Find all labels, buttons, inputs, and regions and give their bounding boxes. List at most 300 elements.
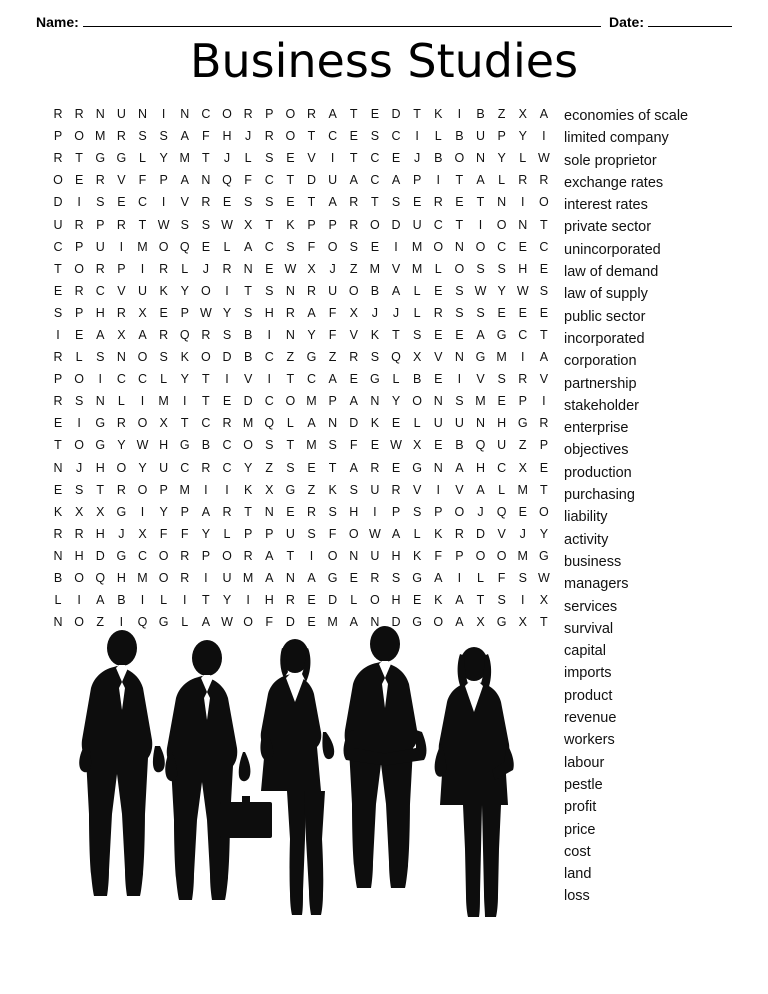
grid-cell[interactable]: J: [202, 261, 209, 276]
grid-cell[interactable]: H: [475, 460, 486, 475]
grid-cell[interactable]: G: [95, 438, 106, 453]
grid-cell[interactable]: S: [243, 305, 253, 320]
grid-cell[interactable]: P: [497, 129, 506, 144]
grid-cell[interactable]: N: [53, 615, 63, 630]
grid-cell[interactable]: V: [412, 482, 422, 497]
grid-cell[interactable]: W: [516, 283, 529, 298]
grid-cell[interactable]: J: [519, 526, 526, 541]
grid-cell[interactable]: U: [95, 239, 105, 254]
grid-cell[interactable]: A: [180, 129, 189, 144]
grid-cell[interactable]: N: [475, 416, 486, 431]
grid-cell[interactable]: N: [454, 239, 464, 254]
grid-cell[interactable]: L: [477, 571, 484, 586]
grid-cell[interactable]: W: [136, 438, 149, 453]
grid-cell[interactable]: V: [539, 372, 549, 387]
grid-cell[interactable]: H: [74, 548, 84, 563]
grid-cell[interactable]: O: [348, 526, 359, 541]
grid-cell[interactable]: M: [242, 571, 254, 586]
grid-cell[interactable]: H: [349, 504, 359, 519]
grid-cell[interactable]: M: [137, 239, 148, 254]
grid-cell[interactable]: A: [243, 239, 253, 254]
grid-cell[interactable]: M: [327, 615, 338, 630]
grid-cell[interactable]: I: [478, 217, 483, 232]
grid-cell[interactable]: S: [328, 438, 337, 453]
grid-cell[interactable]: A: [265, 548, 274, 563]
grid-cell[interactable]: Z: [96, 615, 105, 630]
grid-cell[interactable]: C: [180, 460, 190, 475]
grid-cell[interactable]: H: [391, 548, 401, 563]
grid-cell[interactable]: B: [434, 151, 443, 166]
grid-cell[interactable]: T: [371, 195, 379, 210]
grid-cell[interactable]: O: [433, 615, 444, 630]
grid-cell[interactable]: I: [457, 107, 462, 122]
grid-cell[interactable]: N: [243, 261, 253, 276]
grid-cell[interactable]: T: [476, 195, 485, 210]
grid-cell[interactable]: P: [328, 394, 337, 409]
grid-cell[interactable]: O: [74, 571, 84, 586]
grid-cell[interactable]: J: [245, 129, 252, 144]
grid-cell[interactable]: G: [95, 416, 106, 431]
word-list-item[interactable]: purchasing: [564, 487, 635, 504]
grid-cell[interactable]: O: [137, 482, 148, 497]
grid-cell[interactable]: F: [138, 173, 147, 188]
grid-cell[interactable]: X: [412, 350, 422, 365]
grid-cell[interactable]: T: [75, 151, 83, 166]
grid-cell[interactable]: C: [116, 372, 126, 387]
grid-cell[interactable]: T: [307, 195, 316, 210]
grid-cell[interactable]: T: [540, 615, 548, 630]
grid-cell[interactable]: L: [75, 350, 83, 365]
grid-cell[interactable]: F: [328, 305, 337, 320]
grid-cell[interactable]: O: [285, 107, 296, 122]
word-list-item[interactable]: price: [564, 821, 596, 838]
grid-cell[interactable]: G: [517, 416, 528, 431]
grid-cell[interactable]: T: [54, 438, 62, 453]
grid-cell[interactable]: K: [53, 504, 63, 519]
grid-cell[interactable]: S: [476, 305, 485, 320]
grid-cell[interactable]: R: [116, 217, 126, 232]
grid-cell[interactable]: T: [286, 372, 295, 387]
grid-cell[interactable]: N: [433, 394, 443, 409]
grid-cell[interactable]: Q: [264, 416, 275, 431]
grid-cell[interactable]: M: [411, 261, 423, 276]
grid-cell[interactable]: S: [455, 394, 464, 409]
grid-cell[interactable]: P: [265, 526, 274, 541]
grid-cell[interactable]: X: [138, 305, 147, 320]
grid-cell[interactable]: S: [370, 350, 380, 365]
grid-cell[interactable]: V: [180, 195, 189, 210]
grid-cell[interactable]: A: [201, 615, 211, 630]
grid-cell[interactable]: Q: [95, 571, 106, 586]
grid-cell[interactable]: T: [540, 482, 548, 497]
grid-cell[interactable]: T: [328, 460, 337, 475]
grid-cell[interactable]: M: [95, 129, 106, 144]
grid-cell[interactable]: E: [434, 372, 443, 387]
grid-cell[interactable]: H: [95, 526, 105, 541]
grid-cell[interactable]: X: [117, 327, 126, 342]
grid-cell[interactable]: E: [455, 327, 464, 342]
grid-cell[interactable]: L: [413, 283, 421, 298]
word-list-item[interactable]: partnership: [564, 375, 637, 392]
grid-cell[interactable]: N: [433, 460, 443, 475]
grid-cell[interactable]: S: [518, 571, 527, 586]
grid-cell[interactable]: R: [74, 107, 84, 122]
grid-cell[interactable]: E: [539, 305, 549, 320]
grid-cell[interactable]: R: [201, 195, 211, 210]
grid-cell[interactable]: Z: [349, 261, 358, 276]
grid-cell[interactable]: C: [306, 372, 317, 387]
grid-cell[interactable]: U: [222, 571, 232, 586]
grid-cell[interactable]: U: [475, 129, 486, 144]
grid-cell[interactable]: I: [521, 195, 525, 210]
grid-cell[interactable]: O: [243, 438, 253, 453]
grid-cell[interactable]: V: [497, 526, 506, 541]
grid-cell[interactable]: R: [370, 460, 380, 475]
grid-cell[interactable]: U: [454, 416, 464, 431]
grid-cell[interactable]: S: [138, 129, 147, 144]
grid-cell[interactable]: O: [412, 394, 422, 409]
grid-cell[interactable]: F: [180, 526, 189, 541]
grid-cell[interactable]: C: [137, 372, 148, 387]
grid-cell[interactable]: O: [158, 239, 169, 254]
grid-cell[interactable]: Z: [497, 107, 506, 122]
grid-cell[interactable]: D: [95, 548, 105, 563]
grid-cell[interactable]: G: [496, 615, 507, 630]
grid-cell[interactable]: N: [349, 548, 359, 563]
word-list-item[interactable]: land: [564, 866, 592, 883]
grid-cell[interactable]: Y: [497, 151, 506, 166]
grid-cell[interactable]: O: [285, 129, 296, 144]
grid-cell[interactable]: Z: [518, 438, 527, 453]
grid-cell[interactable]: B: [201, 438, 211, 453]
grid-cell[interactable]: T: [392, 327, 400, 342]
grid-cell[interactable]: L: [223, 526, 231, 541]
grid-cell[interactable]: E: [286, 504, 295, 519]
grid-cell[interactable]: P: [434, 504, 443, 519]
grid-cell[interactable]: S: [349, 482, 358, 497]
grid-cell[interactable]: I: [457, 571, 462, 586]
grid-cell[interactable]: Y: [518, 129, 527, 144]
grid-cell[interactable]: C: [53, 239, 63, 254]
grid-cell[interactable]: R: [349, 217, 359, 232]
grid-cell[interactable]: T: [265, 217, 274, 232]
grid-cell[interactable]: O: [158, 548, 169, 563]
grid-cell[interactable]: C: [370, 173, 380, 188]
grid-cell[interactable]: E: [497, 305, 506, 320]
grid-cell[interactable]: U: [370, 482, 380, 497]
grid-cell[interactable]: N: [180, 107, 190, 122]
grid-cell[interactable]: O: [243, 615, 253, 630]
word-list-item[interactable]: economies of scale: [564, 108, 689, 124]
grid-cell[interactable]: I: [140, 504, 145, 519]
grid-cell[interactable]: R: [306, 107, 317, 122]
grid-cell[interactable]: I: [98, 372, 102, 387]
grid-cell[interactable]: R: [433, 305, 443, 320]
word-list-item[interactable]: pestle: [564, 776, 603, 793]
grid-cell[interactable]: P: [74, 239, 84, 254]
grid-cell[interactable]: P: [412, 173, 422, 188]
grid-cell[interactable]: S: [74, 482, 84, 497]
grid-cell[interactable]: I: [225, 482, 229, 497]
grid-cell[interactable]: F: [159, 526, 168, 541]
grid-cell[interactable]: Z: [328, 350, 337, 365]
grid-cell[interactable]: T: [202, 372, 210, 387]
grid-cell[interactable]: M: [496, 350, 507, 365]
grid-cell[interactable]: W: [474, 283, 487, 298]
grid-cell[interactable]: A: [455, 593, 464, 608]
grid-cell[interactable]: W: [221, 615, 233, 630]
word-list-item[interactable]: profit: [564, 799, 597, 816]
word-list-item[interactable]: survival: [564, 620, 614, 637]
grid-cell[interactable]: I: [183, 394, 187, 409]
word-list-item[interactable]: cost: [564, 843, 591, 860]
grid-cell[interactable]: I: [225, 372, 229, 387]
grid-cell[interactable]: X: [138, 526, 147, 541]
grid-cell[interactable]: L: [244, 151, 252, 166]
grid-cell[interactable]: P: [539, 438, 549, 453]
grid-cell[interactable]: Q: [137, 615, 148, 630]
grid-cell[interactable]: U: [328, 173, 338, 188]
grid-cell[interactable]: H: [391, 593, 401, 608]
grid-cell[interactable]: Q: [179, 327, 190, 342]
grid-cell[interactable]: O: [201, 283, 211, 298]
grid-cell[interactable]: L: [117, 394, 125, 409]
word-list-item[interactable]: limited company: [564, 130, 669, 147]
grid-cell[interactable]: X: [518, 107, 527, 122]
grid-cell[interactable]: A: [455, 460, 464, 475]
grid-cell[interactable]: O: [370, 593, 380, 608]
grid-cell[interactable]: F: [202, 129, 210, 144]
grid-cell[interactable]: T: [138, 217, 147, 232]
grid-cell[interactable]: I: [415, 129, 419, 144]
word-list-item[interactable]: capital: [564, 643, 606, 660]
grid-cell[interactable]: J: [76, 460, 83, 475]
grid-cell[interactable]: F: [497, 571, 506, 586]
grid-cell[interactable]: N: [137, 107, 148, 122]
grid-cell[interactable]: S: [391, 195, 401, 210]
word-list-item[interactable]: enterprise: [564, 420, 629, 437]
grid-cell[interactable]: H: [518, 261, 528, 276]
grid-cell[interactable]: I: [394, 239, 398, 254]
grid-cell[interactable]: R: [116, 129, 126, 144]
grid-cell[interactable]: G: [95, 151, 106, 166]
grid-cell[interactable]: Q: [222, 173, 232, 188]
grid-cell[interactable]: N: [264, 504, 274, 519]
grid-cell[interactable]: C: [497, 460, 507, 475]
grid-cell[interactable]: X: [307, 261, 316, 276]
grid-cell[interactable]: M: [137, 571, 148, 586]
grid-cell[interactable]: Q: [179, 239, 190, 254]
grid-cell[interactable]: A: [349, 460, 358, 475]
grid-cell[interactable]: I: [161, 195, 166, 210]
grid-cell[interactable]: B: [53, 571, 63, 586]
grid-cell[interactable]: P: [518, 394, 527, 409]
grid-cell[interactable]: I: [542, 129, 546, 144]
grid-cell[interactable]: R: [518, 372, 528, 387]
grid-cell[interactable]: J: [223, 151, 231, 166]
grid-cell[interactable]: S: [539, 283, 549, 298]
grid-cell[interactable]: E: [307, 460, 316, 475]
grid-cell[interactable]: Q: [475, 438, 486, 453]
grid-cell[interactable]: R: [433, 195, 443, 210]
grid-cell[interactable]: B: [476, 107, 485, 122]
grid-cell[interactable]: A: [328, 372, 337, 387]
grid-cell[interactable]: R: [159, 327, 169, 342]
grid-cell[interactable]: M: [517, 548, 528, 563]
grid-cell[interactable]: C: [264, 173, 274, 188]
grid-cell[interactable]: N: [201, 173, 211, 188]
grid-cell[interactable]: B: [412, 372, 422, 387]
word-list-item[interactable]: stakeholder: [564, 397, 639, 414]
grid-cell[interactable]: B: [243, 350, 253, 365]
word-list-item[interactable]: exchange rates: [564, 174, 664, 191]
grid-cell[interactable]: G: [116, 548, 127, 563]
grid-cell[interactable]: S: [328, 504, 337, 519]
name-input-line[interactable]: [83, 14, 601, 27]
grid-cell[interactable]: Z: [307, 482, 316, 497]
grid-cell[interactable]: S: [265, 151, 274, 166]
grid-cell[interactable]: E: [539, 460, 549, 475]
grid-cell[interactable]: O: [158, 571, 169, 586]
grid-cell[interactable]: Z: [265, 460, 274, 475]
grid-cell[interactable]: T: [307, 129, 316, 144]
grid-cell[interactable]: C: [518, 327, 528, 342]
grid-cell[interactable]: H: [264, 305, 274, 320]
grid-cell[interactable]: A: [265, 571, 274, 586]
grid-cell[interactable]: E: [434, 327, 443, 342]
grid-cell[interactable]: W: [368, 526, 381, 541]
grid-cell[interactable]: R: [74, 283, 84, 298]
grid-cell[interactable]: P: [265, 107, 274, 122]
grid-cell[interactable]: C: [539, 239, 549, 254]
grid-cell[interactable]: I: [521, 593, 525, 608]
grid-cell[interactable]: L: [434, 129, 442, 144]
word-list-item[interactable]: sole proprietor: [564, 152, 657, 169]
grid-cell[interactable]: A: [349, 173, 358, 188]
grid-cell[interactable]: T: [202, 593, 210, 608]
grid-cell[interactable]: E: [286, 151, 295, 166]
word-list-item[interactable]: corporation: [564, 353, 637, 370]
grid-cell[interactable]: N: [116, 350, 126, 365]
word-list-item[interactable]: law of supply: [564, 286, 648, 303]
grid-cell[interactable]: D: [222, 350, 232, 365]
grid-cell[interactable]: T: [244, 283, 252, 298]
grid-cell[interactable]: X: [159, 416, 168, 431]
grid-cell[interactable]: M: [242, 416, 254, 431]
grid-cell[interactable]: L: [54, 593, 62, 608]
grid-cell[interactable]: W: [284, 261, 297, 276]
grid-cell[interactable]: G: [158, 615, 169, 630]
grid-cell[interactable]: O: [74, 129, 84, 144]
grid-cell[interactable]: O: [539, 195, 549, 210]
grid-cell[interactable]: I: [56, 327, 60, 342]
grid-cell[interactable]: A: [307, 571, 316, 586]
grid-cell[interactable]: G: [412, 460, 422, 475]
grid-cell[interactable]: X: [349, 305, 358, 320]
grid-cell[interactable]: W: [537, 151, 550, 166]
grid-cell[interactable]: K: [328, 482, 337, 497]
grid-cell[interactable]: E: [74, 327, 84, 342]
grid-cell[interactable]: L: [350, 593, 358, 608]
grid-cell[interactable]: H: [264, 593, 274, 608]
date-input-line[interactable]: [648, 14, 732, 27]
grid-cell[interactable]: G: [412, 615, 422, 630]
grid-cell[interactable]: R: [222, 261, 232, 276]
grid-cell[interactable]: H: [95, 305, 105, 320]
grid-cell[interactable]: N: [285, 283, 295, 298]
grid-cell[interactable]: G: [116, 151, 127, 166]
grid-cell[interactable]: E: [518, 239, 527, 254]
grid-cell[interactable]: R: [539, 173, 549, 188]
grid-cell[interactable]: U: [412, 217, 422, 232]
grid-cell[interactable]: A: [539, 107, 549, 122]
grid-cell[interactable]: L: [498, 173, 506, 188]
grid-cell[interactable]: O: [454, 261, 465, 276]
grid-cell[interactable]: O: [53, 173, 63, 188]
grid-cell[interactable]: E: [222, 394, 232, 409]
grid-cell[interactable]: X: [518, 460, 527, 475]
grid-cell[interactable]: C: [328, 129, 338, 144]
grid-cell[interactable]: R: [222, 504, 232, 519]
grid-cell[interactable]: L: [434, 261, 442, 276]
grid-cell[interactable]: P: [159, 173, 168, 188]
grid-cell[interactable]: X: [539, 593, 549, 608]
grid-cell[interactable]: Y: [180, 372, 189, 387]
grid-cell[interactable]: O: [327, 548, 338, 563]
grid-cell[interactable]: S: [412, 327, 422, 342]
grid-cell[interactable]: O: [539, 504, 549, 519]
grid-cell[interactable]: E: [370, 239, 380, 254]
grid-cell[interactable]: R: [370, 571, 380, 586]
grid-cell[interactable]: S: [455, 283, 464, 298]
grid-cell[interactable]: S: [96, 195, 105, 210]
word-list-item[interactable]: incorporated: [564, 330, 645, 347]
grid-cell[interactable]: V: [434, 350, 443, 365]
grid-cell[interactable]: R: [349, 350, 359, 365]
grid-cell[interactable]: B: [243, 327, 253, 342]
grid-cell[interactable]: S: [455, 305, 464, 320]
word-list-item[interactable]: activity: [564, 531, 609, 548]
grid-cell[interactable]: S: [201, 217, 211, 232]
grid-cell[interactable]: E: [307, 593, 316, 608]
word-list-item[interactable]: services: [564, 598, 618, 615]
grid-cell[interactable]: G: [475, 350, 486, 365]
grid-cell[interactable]: E: [434, 438, 443, 453]
grid-cell[interactable]: E: [265, 261, 274, 276]
grid-cell[interactable]: T: [455, 217, 464, 232]
grid-cell[interactable]: O: [285, 394, 296, 409]
grid-cell[interactable]: C: [433, 217, 443, 232]
grid-cell[interactable]: E: [434, 283, 443, 298]
grid-cell[interactable]: R: [74, 217, 84, 232]
grid-cell[interactable]: C: [222, 460, 232, 475]
grid-cell[interactable]: T: [349, 107, 358, 122]
grid-cell[interactable]: C: [370, 151, 380, 166]
grid-cell[interactable]: R: [201, 460, 211, 475]
grid-cell[interactable]: E: [412, 195, 422, 210]
grid-cell[interactable]: G: [116, 504, 127, 519]
grid-cell[interactable]: S: [265, 438, 274, 453]
grid-cell[interactable]: D: [306, 173, 317, 188]
grid-cell[interactable]: D: [475, 526, 486, 541]
grid-cell[interactable]: G: [496, 327, 507, 342]
grid-cell[interactable]: I: [373, 504, 377, 519]
grid-cell[interactable]: U: [285, 526, 295, 541]
grid-cell[interactable]: Q: [496, 504, 507, 519]
grid-cell[interactable]: S: [159, 129, 168, 144]
grid-cell[interactable]: G: [412, 571, 422, 586]
grid-cell[interactable]: R: [306, 283, 317, 298]
